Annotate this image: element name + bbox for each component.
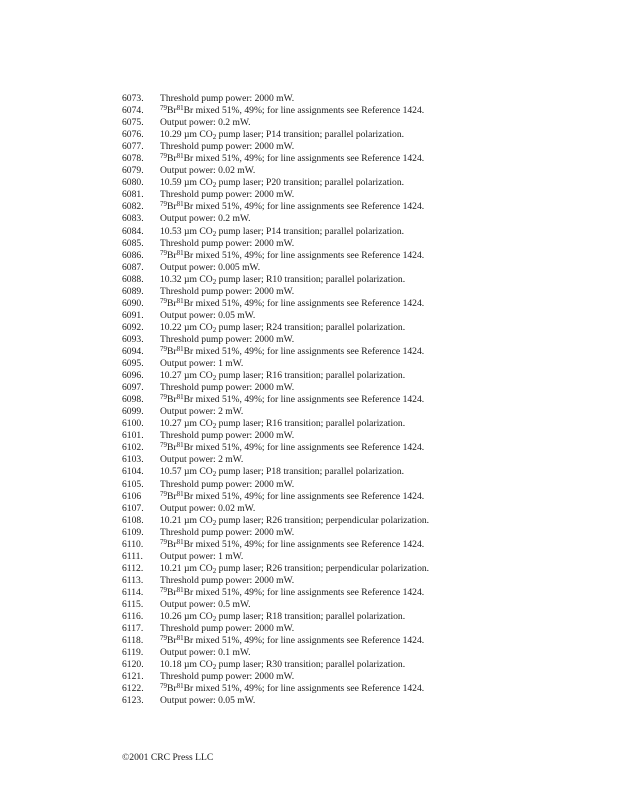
footnote-row [122, 659, 602, 671]
footnote-number: 6084. [122, 225, 144, 237]
footnote-number: 6086. [122, 249, 144, 261]
footnote-number: 6118. [122, 635, 144, 647]
footnote-number: 6085. [122, 237, 144, 249]
footnote-text [160, 238, 602, 250]
footnote-text-segment: Br [167, 105, 177, 117]
footnote-number: 6077. [122, 141, 144, 153]
footnote-text-segment: Br [167, 201, 177, 213]
footnote-text [160, 442, 602, 454]
footnote-text-segment: Br mixed 51%, 49%; for line assignments see Reference 1424. [183, 490, 425, 502]
footnote-row [122, 117, 602, 129]
footnote-text-segment: Br mixed 51%, 49%; for line assignments see Reference 1424. [183, 153, 425, 165]
footnote-text-segment: Br mixed 51%, 49%; for line assignments see Reference 1424. [183, 538, 425, 550]
formula-subscript: 2 [212, 133, 217, 142]
isotope-superscript: 81 [176, 296, 184, 305]
footnote-number: 6108. [122, 514, 144, 526]
footnote-text-segment: Threshold pump power: 2000 mW. [160, 478, 295, 490]
footnote-number: 6095. [122, 358, 144, 370]
footnote-text [160, 406, 602, 418]
footnote-number: 6101. [122, 430, 144, 442]
footnote-text-segment: 10.59 µm CO [160, 177, 213, 189]
footnote-text-segment: pump laser; R18 transition; parallel polarization. [216, 611, 406, 623]
footnote-text-segment: pump laser; P14 transition; parallel polarization. [216, 129, 405, 141]
footnote-text-segment: Threshold pump power: 2000 mW. [160, 623, 295, 635]
footnote-row [122, 599, 602, 611]
footnote-list [122, 93, 602, 707]
isotope-superscript: 79 [160, 489, 167, 498]
isotope-superscript: 81 [176, 634, 184, 643]
footnote-number: 6116. [122, 611, 144, 623]
footnote-row [122, 310, 602, 322]
footnote-text-segment: pump laser; P18 transition; parallel polarization. [216, 466, 405, 478]
footnote-number: 6105. [122, 478, 144, 490]
footnote-number: 6115. [122, 598, 144, 610]
footnote-row [122, 454, 602, 466]
footnote-text-segment: Br [167, 635, 177, 647]
footnote-text-segment: Br mixed 51%, 49%; for line assignments see Reference 1424. [183, 105, 425, 117]
footnote-row [122, 575, 602, 587]
footnote-text-segment: Threshold pump power: 2000 mW. [160, 333, 295, 345]
footnote-text-segment: pump laser; R24 transition; parallel polarization. [216, 321, 406, 333]
footnote-text-segment: Br mixed 51%, 49%; for line assignments see Reference 1424. [183, 345, 425, 357]
footnote-row [122, 382, 602, 394]
footnote-row [122, 141, 602, 153]
footnote-text [160, 683, 602, 695]
isotope-superscript: 79 [160, 248, 167, 257]
footnote-text-segment: Output power: 0.2 mW. [160, 213, 251, 225]
footnote-number: 6074. [122, 105, 144, 117]
isotope-superscript: 81 [176, 248, 184, 257]
footnote-text [160, 551, 602, 563]
footnote-row [122, 238, 602, 250]
footnote-number: 6097. [122, 382, 144, 394]
footnote-row [122, 262, 602, 274]
formula-subscript: 2 [212, 277, 217, 286]
footnote-text [160, 466, 602, 478]
footnote-text-segment: pump laser; R10 transition; parallel polarization. [216, 273, 406, 285]
footnote-text-segment: Br [167, 442, 177, 454]
footnote-row [122, 442, 602, 454]
footnote-text-segment: pump laser; R26 transition; perpendicular polarization. [216, 562, 430, 574]
footnote-text [160, 599, 602, 611]
footnote-text-segment: Output power: 0.02 mW. [160, 165, 256, 177]
footnote-row [122, 189, 602, 201]
footnote-text-segment: Threshold pump power: 2000 mW. [160, 93, 295, 104]
footnote-number: 6122. [122, 683, 144, 695]
footnote-number: 6111. [122, 550, 143, 562]
footnote-row [122, 587, 602, 599]
formula-subscript: 2 [212, 422, 217, 431]
footnote-text-segment: Output power: 0.2 mW. [160, 117, 251, 129]
footnote-number: 6123. [122, 695, 144, 707]
footnote-row [122, 250, 602, 262]
footnote-row [122, 527, 602, 539]
footnote-number: 6096. [122, 370, 144, 382]
footnote-text [160, 575, 602, 587]
formula-subscript: 2 [212, 325, 217, 334]
footnote-text-segment: Br mixed 51%, 49%; for line assignments see Reference 1424. [183, 201, 425, 213]
formula-subscript: 2 [212, 518, 217, 527]
formula-subscript: 2 [212, 374, 217, 383]
isotope-superscript: 81 [176, 344, 184, 353]
footnote-row [122, 683, 602, 695]
footnote-row [122, 539, 602, 551]
footnote-row [122, 201, 602, 213]
isotope-superscript: 79 [160, 344, 167, 353]
footnote-text [160, 515, 602, 527]
footnote-text-segment: Output power: 0.05 mW. [160, 695, 256, 707]
footnote-row [122, 635, 602, 647]
footnote-text-segment: 10.26 µm CO [160, 611, 213, 623]
footnote-row [122, 93, 602, 105]
footnote-row [122, 153, 602, 165]
footnote-text-segment: Br mixed 51%, 49%; for line assignments see Reference 1424. [183, 249, 425, 261]
footnote-text [160, 491, 602, 503]
footnote-row [122, 406, 602, 418]
footnote-row [122, 466, 602, 478]
footnote-text-segment: 10.18 µm CO [160, 659, 213, 671]
footnote-text-segment: Threshold pump power: 2000 mW. [160, 285, 295, 297]
footnote-number: 6110. [122, 538, 144, 550]
footnote-text-segment: Br [167, 345, 177, 357]
isotope-superscript: 79 [160, 441, 167, 450]
footnote-text [160, 165, 602, 177]
footnote-row [122, 370, 602, 382]
footnote-row [122, 430, 602, 442]
footnote-row [122, 623, 602, 635]
footnote-text-segment: Output power: 1 mW. [160, 358, 244, 370]
footnote-text [160, 539, 602, 551]
isotope-superscript: 79 [160, 152, 167, 161]
footnote-row [122, 394, 602, 406]
footnote-text [160, 346, 602, 358]
isotope-superscript: 79 [160, 393, 167, 402]
footnote-number: 6099. [122, 406, 144, 418]
footnote-row [122, 213, 602, 225]
footnote-number: 6093. [122, 333, 144, 345]
footnote-text [160, 226, 602, 238]
footnote-text-segment: Br mixed 51%, 49%; for line assignments see Reference 1424. [183, 683, 425, 695]
footnote-text [160, 394, 602, 406]
footnote-text-segment: Output power: 0.02 mW. [160, 502, 256, 514]
footnote-text [160, 213, 602, 225]
footnote-text-segment: pump laser; P20 transition; parallel polarization. [216, 177, 405, 189]
footnote-row [122, 611, 602, 623]
footnote-text-segment: Br [167, 297, 177, 309]
footnote-row [122, 105, 602, 117]
formula-subscript: 2 [212, 229, 217, 238]
copyright-footer: ©2001 CRC Press LLC [122, 752, 214, 763]
footnote-number: 6120. [122, 659, 144, 671]
footnote-text-segment: Output power: 0.05 mW. [160, 309, 256, 321]
footnote-number: 6078. [122, 153, 144, 165]
footnote-text [160, 117, 602, 129]
footnote-number: 6103. [122, 454, 144, 466]
formula-subscript: 2 [212, 615, 217, 624]
footnote-number: 6113. [122, 574, 144, 586]
footnote-row [122, 515, 602, 527]
footnote-number: 6081. [122, 189, 144, 201]
footnote-text [160, 334, 602, 346]
isotope-superscript: 81 [176, 585, 184, 594]
footnote-text-segment: Threshold pump power: 2000 mW. [160, 671, 295, 683]
footnote-text [160, 527, 602, 539]
footnote-text-segment: pump laser; R26 transition; perpendicular polarization. [216, 514, 430, 526]
footnote-text [160, 262, 602, 274]
isotope-superscript: 79 [160, 104, 167, 113]
footnote-text [160, 647, 602, 659]
footnote-text-segment: pump laser; R30 transition; parallel polarization. [216, 659, 406, 671]
footnote-text [160, 286, 602, 298]
footnote-text [160, 635, 602, 647]
isotope-superscript: 81 [176, 682, 184, 691]
footnote-text-segment: pump laser; R16 transition; parallel polarization. [216, 418, 406, 430]
footnote-text-segment: Br mixed 51%, 49%; for line assignments see Reference 1424. [183, 586, 425, 598]
footnote-row [122, 226, 602, 238]
isotope-superscript: 81 [176, 152, 184, 161]
footnote-text [160, 563, 602, 575]
footnote-row [122, 551, 602, 563]
footnote-text-segment: 10.57 µm CO [160, 466, 213, 478]
footnote-row [122, 695, 602, 707]
footnote-number: 6112. [122, 562, 144, 574]
footnote-text-segment: 10.32 µm CO [160, 273, 213, 285]
footnote-text [160, 418, 602, 430]
footnote-number: 6087. [122, 261, 144, 273]
footnote-row [122, 298, 602, 310]
footnote-text [160, 93, 602, 105]
footnote-number: 6098. [122, 394, 144, 406]
formula-subscript: 2 [212, 566, 217, 575]
footnote-row [122, 274, 602, 286]
footnote-row [122, 671, 602, 683]
footnote-row [122, 647, 602, 659]
footnote-number: 6076. [122, 129, 144, 141]
footnote-number: 6104. [122, 466, 144, 478]
footnote-text [160, 310, 602, 322]
footnote-number: 6117. [122, 623, 144, 635]
footnote-text-segment: pump laser; P14 transition; parallel polarization. [216, 225, 405, 237]
footnote-text [160, 141, 602, 153]
footnote-text [160, 454, 602, 466]
footnote-text [160, 611, 602, 623]
footnote-text [160, 322, 602, 334]
footnote-text-segment: 10.53 µm CO [160, 225, 213, 237]
footnote-text-segment: Br [167, 490, 177, 502]
footnote-text-segment: Output power: 0.1 mW. [160, 647, 251, 659]
footnote-text-segment: Threshold pump power: 2000 mW. [160, 382, 295, 394]
footnote-text-segment: Br [167, 153, 177, 165]
footnote-text [160, 201, 602, 213]
isotope-superscript: 79 [160, 585, 167, 594]
footnote-text-segment: 10.21 µm CO [160, 514, 213, 526]
footnote-text [160, 659, 602, 671]
footnote-text [160, 695, 602, 707]
footnote-text-segment: Threshold pump power: 2000 mW. [160, 141, 295, 153]
footnote-text [160, 105, 602, 117]
footnote-text [160, 177, 602, 189]
footnote-text [160, 623, 602, 635]
footnote-text-segment: Br [167, 683, 177, 695]
isotope-superscript: 79 [160, 682, 167, 691]
footnote-number: 6106 [122, 490, 142, 502]
footnote-number: 6094. [122, 345, 144, 357]
footnote-number: 6121. [122, 671, 144, 683]
footnote-number: 6091. [122, 309, 144, 321]
isotope-superscript: 79 [160, 200, 167, 209]
footnote-text [160, 298, 602, 310]
footnote-number: 6100. [122, 418, 144, 430]
footnote-text [160, 382, 602, 394]
isotope-superscript: 81 [176, 537, 184, 546]
footnote-text-segment: Threshold pump power: 2000 mW. [160, 430, 295, 442]
footnote-text-segment: Threshold pump power: 2000 mW. [160, 189, 295, 201]
formula-subscript: 2 [212, 181, 217, 190]
footnote-text-segment: Threshold pump power: 2000 mW. [160, 526, 295, 538]
footnote-number: 6079. [122, 165, 144, 177]
footnote-text-segment: Br [167, 249, 177, 261]
footnote-number: 6088. [122, 273, 144, 285]
footnote-text-segment: Br mixed 51%, 49%; for line assignments see Reference 1424. [183, 394, 425, 406]
footnote-text [160, 129, 602, 141]
footnote-text-segment: Br mixed 51%, 49%; for line assignments see Reference 1424. [183, 297, 425, 309]
footnote-text-segment: Output power: 1 mW. [160, 550, 244, 562]
footnote-number: 6107. [122, 502, 144, 514]
isotope-superscript: 81 [176, 104, 184, 113]
footnote-row [122, 563, 602, 575]
footnote-number: 6073. [122, 93, 144, 104]
footnote-row [122, 129, 602, 141]
footnote-text [160, 370, 602, 382]
footnote-number: 6114. [122, 586, 144, 598]
footnote-number: 6083. [122, 213, 144, 225]
footnote-text [160, 189, 602, 201]
footnote-row [122, 503, 602, 515]
footnote-number: 6090. [122, 297, 144, 309]
footnote-text-segment: Output power: 0.5 mW. [160, 598, 251, 610]
footnote-row [122, 177, 602, 189]
footnote-number: 6075. [122, 117, 144, 129]
footnote-text-segment: 10.21 µm CO [160, 562, 213, 574]
footnote-row [122, 322, 602, 334]
footnote-row [122, 286, 602, 298]
footnote-number: 6109. [122, 526, 144, 538]
footnote-number: 6080. [122, 177, 144, 189]
isotope-superscript: 81 [176, 393, 184, 402]
isotope-superscript: 79 [160, 296, 167, 305]
footnote-row [122, 334, 602, 346]
footnote-number: 6089. [122, 285, 144, 297]
footnote-text-segment: Br [167, 586, 177, 598]
footnote-row [122, 491, 602, 503]
footnote-row [122, 418, 602, 430]
isotope-superscript: 79 [160, 537, 167, 546]
footnote-text [160, 479, 602, 491]
footnote-text-segment: Br [167, 538, 177, 550]
formula-subscript: 2 [212, 470, 217, 479]
footnote-row [122, 358, 602, 370]
isotope-superscript: 79 [160, 634, 167, 643]
footnote-text-segment: 10.27 µm CO [160, 370, 213, 382]
footnote-text-segment: Threshold pump power: 2000 mW. [160, 574, 295, 586]
footnote-text [160, 430, 602, 442]
footnote-text [160, 153, 602, 165]
footnote-number: 6082. [122, 201, 144, 213]
footnote-text-segment: pump laser; R16 transition; parallel polarization. [216, 370, 406, 382]
footnote-number: 6119. [122, 647, 144, 659]
footnote-text-segment: Br [167, 394, 177, 406]
footnote-text-segment: 10.27 µm CO [160, 418, 213, 430]
isotope-superscript: 81 [176, 489, 184, 498]
footnote-row [122, 346, 602, 358]
footnote-row [122, 479, 602, 491]
footnote-text-segment: 10.29 µm CO [160, 129, 213, 141]
footnote-text-segment: Br mixed 51%, 49%; for line assignments see Reference 1424. [183, 635, 425, 647]
isotope-superscript: 81 [176, 200, 184, 209]
footnote-text-segment: Br mixed 51%, 49%; for line assignments see Reference 1424. [183, 442, 425, 454]
footnote-text [160, 503, 602, 515]
footnote-text-segment: Output power: 0.005 mW. [160, 261, 261, 273]
footnote-text [160, 671, 602, 683]
isotope-superscript: 81 [176, 441, 184, 450]
footnote-text [160, 274, 602, 286]
footnote-text-segment: Threshold pump power: 2000 mW. [160, 237, 295, 249]
footnote-number: 6092. [122, 321, 144, 333]
footnote-text-segment: 10.22 µm CO [160, 321, 213, 333]
formula-subscript: 2 [212, 663, 217, 672]
footnote-number: 6102. [122, 442, 144, 454]
footnote-text [160, 250, 602, 262]
footnote-text-segment: Output power: 2 mW. [160, 454, 244, 466]
footnote-text [160, 587, 602, 599]
footnote-text [160, 358, 602, 370]
footnote-row [122, 165, 602, 177]
footnote-text-segment: Output power: 2 mW. [160, 406, 244, 418]
